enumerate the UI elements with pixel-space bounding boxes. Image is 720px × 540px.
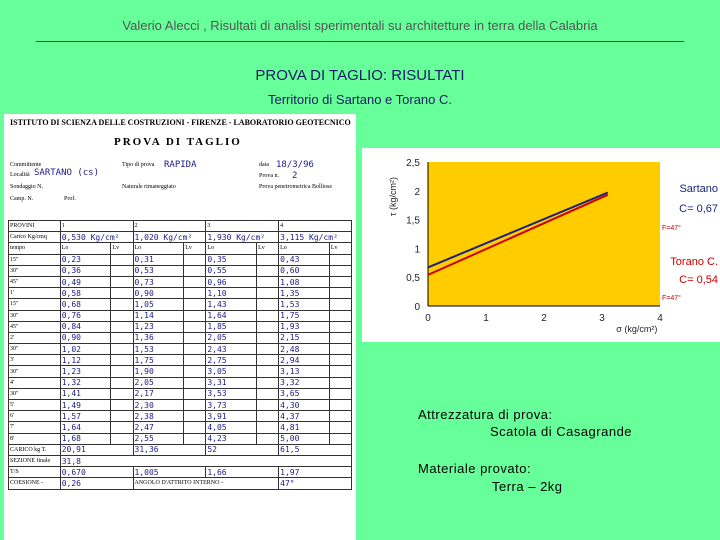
reading-lv	[111, 344, 133, 355]
materiale-value: Terra – 2kg	[492, 479, 563, 494]
reading-lv	[184, 388, 206, 399]
ts-row	[9, 467, 352, 478]
reading-value: 4,30	[279, 400, 330, 411]
reading-lv	[184, 411, 206, 422]
reading-lv	[329, 332, 351, 343]
reading-value: 1,53	[279, 299, 330, 310]
reading-value: 1,08	[279, 276, 330, 287]
reading-lv	[184, 433, 206, 444]
shear-chart	[362, 148, 720, 342]
reading-value: 2,75	[206, 355, 257, 366]
reading-lv	[257, 310, 279, 321]
reading-row	[9, 377, 352, 388]
reading-lv	[257, 366, 279, 377]
lo-lv-label: Lv	[184, 243, 206, 254]
reading-lv	[257, 433, 279, 444]
x-tick-label: 0	[425, 313, 431, 324]
reading-lv	[257, 276, 279, 287]
reading-value: 3,65	[279, 388, 330, 399]
reading-value: 1,23	[133, 321, 184, 332]
reading-lv	[329, 422, 351, 433]
committente-label: Committente	[10, 162, 42, 168]
naturale-label: Naturale rimaneggiato	[122, 184, 176, 190]
reading-lv	[111, 288, 133, 299]
reading-row	[9, 321, 352, 332]
reading-lv	[329, 355, 351, 366]
reading-value: 0,73	[133, 276, 184, 287]
carico-t-row	[9, 444, 352, 455]
reading-value: 1,90	[133, 366, 184, 377]
reading-lv	[111, 276, 133, 287]
reading-row	[9, 355, 352, 366]
attrezzatura-label: Attrezzatura di prova:	[418, 407, 553, 422]
reading-lv	[184, 276, 206, 287]
time-label: 30"	[9, 344, 61, 355]
reading-row	[9, 299, 352, 310]
provini-row	[9, 221, 352, 232]
reading-lv	[329, 288, 351, 299]
reading-value: 0,58	[60, 288, 111, 299]
reading-lv	[111, 254, 133, 265]
reading-lv	[184, 422, 206, 433]
reading-value: 4,05	[206, 422, 257, 433]
carico-value: 3,115 Kg/cm²	[279, 232, 352, 243]
materiale-label: Materiale provato:	[418, 461, 532, 476]
slide-title: PROVA DI TAGLIO: RISULTATI	[255, 67, 465, 84]
reading-lv	[184, 321, 206, 332]
camp-label: Camp. N.	[10, 196, 34, 202]
coesione-value: 0,26	[60, 478, 133, 489]
reading-lv	[329, 377, 351, 388]
x-tick-label: 3	[599, 313, 605, 324]
reading-lv	[184, 265, 206, 276]
data-label: data	[259, 162, 269, 168]
reading-lv	[111, 422, 133, 433]
reading-lv	[257, 355, 279, 366]
annotation-friction: F=47°	[662, 225, 681, 232]
carico-t-label: CARICO kg T.	[9, 444, 61, 455]
x-axis-label: σ (kg/cm²)	[616, 324, 658, 334]
x-tick-label: 1	[483, 313, 489, 324]
reading-lv	[111, 321, 133, 332]
reading-lv	[184, 332, 206, 343]
reading-value: 2,43	[206, 344, 257, 355]
reading-value: 1,23	[60, 366, 111, 377]
reading-value: 2,15	[279, 332, 330, 343]
reading-lv	[111, 355, 133, 366]
reading-value: 1,93	[279, 321, 330, 332]
lo-lv-label: Lo	[133, 243, 184, 254]
reading-value: 2,94	[279, 355, 330, 366]
reading-lv	[111, 388, 133, 399]
reading-value: 3,91	[206, 411, 257, 422]
reading-lv	[184, 288, 206, 299]
sezione-value: 31,8	[60, 455, 351, 466]
prof-label: Prof.	[64, 196, 76, 202]
carico-label: Carico Kg/cmq	[9, 232, 61, 243]
reading-value: 2,17	[133, 388, 184, 399]
reading-row	[9, 254, 352, 265]
reading-row	[9, 400, 352, 411]
reading-lv	[111, 265, 133, 276]
reading-lv	[257, 411, 279, 422]
carico-value: 1,020 Kg/cm²	[133, 232, 206, 243]
sondaggio-label: Sondaggio N.	[10, 184, 43, 190]
data-value: 18/3/96	[276, 160, 314, 170]
reading-lv	[329, 265, 351, 276]
reading-lv	[111, 433, 133, 444]
reading-value: 0,43	[279, 254, 330, 265]
x-tick-label: 2	[541, 313, 547, 324]
coesione-row	[9, 478, 352, 489]
carico-t-value: 52	[206, 444, 279, 455]
y-tick-label: 0	[414, 302, 420, 313]
reading-lv	[329, 299, 351, 310]
reading-lv	[111, 411, 133, 422]
reading-value: 3,73	[206, 400, 257, 411]
time-label: 6'	[9, 411, 61, 422]
reading-row	[9, 276, 352, 287]
coesione-label: COESIONE -	[9, 478, 61, 489]
header-divider	[36, 41, 684, 42]
reading-lv	[184, 355, 206, 366]
ts-value: 1,97	[279, 467, 352, 478]
reading-value: 4,81	[279, 422, 330, 433]
lo-lv-label: Lo	[279, 243, 330, 254]
sezione-label: SEZIONE finale	[9, 455, 61, 466]
reading-value: 0,96	[206, 276, 257, 287]
reading-value: 1,35	[279, 288, 330, 299]
y-tick-label: 2,5	[406, 158, 420, 169]
reading-lv	[257, 299, 279, 310]
chart-panel	[362, 148, 720, 342]
y-tick-label: 2	[414, 186, 420, 198]
ts-label: T/S	[9, 467, 61, 478]
time-label: 45"	[9, 276, 61, 287]
reading-value: 1,10	[206, 288, 257, 299]
reading-lv	[329, 321, 351, 332]
reading-value: 1,64	[206, 310, 257, 321]
reading-value: 0,53	[133, 265, 184, 276]
lo-lv-label: Lo	[206, 243, 257, 254]
time-label: 5'	[9, 400, 61, 411]
time-label: 7'	[9, 422, 61, 433]
reading-lv	[184, 377, 206, 388]
localita-label: Località	[10, 172, 30, 178]
reading-lv	[257, 321, 279, 332]
ts-value: 1,005	[133, 467, 206, 478]
reading-value: 0,35	[206, 254, 257, 265]
annotation-site: Torano C.	[670, 256, 718, 268]
reading-value: 4,23	[206, 433, 257, 444]
reading-value: 0,36	[60, 265, 111, 276]
provino-number: 1	[60, 221, 133, 232]
reading-lv	[329, 433, 351, 444]
reading-lv	[257, 422, 279, 433]
reading-value: 3,53	[206, 388, 257, 399]
reading-lv	[111, 377, 133, 388]
reading-value: 0,76	[60, 310, 111, 321]
carico-value: 1,930 Kg/cm²	[206, 232, 279, 243]
reading-value: 0,90	[60, 332, 111, 343]
angolo-label: ANGOLO D'ATTRITO INTERNO -	[133, 478, 279, 489]
reading-value: 1,85	[206, 321, 257, 332]
reading-row	[9, 332, 352, 343]
reading-row	[9, 388, 352, 399]
reading-value: 1,32	[60, 377, 111, 388]
reading-value: 1,14	[133, 310, 184, 321]
time-label: 3'	[9, 355, 61, 366]
reading-value: 0,55	[206, 265, 257, 276]
reading-row	[9, 265, 352, 276]
time-label: 30"	[9, 265, 61, 276]
ts-value: 0,670	[60, 467, 133, 478]
time-label: 4'	[9, 377, 61, 388]
reading-value: 2,38	[133, 411, 184, 422]
shear-test-form	[4, 114, 356, 540]
reading-lv	[184, 254, 206, 265]
reading-lv	[329, 411, 351, 422]
reading-lv	[329, 276, 351, 287]
reading-value: 3,32	[279, 377, 330, 388]
reading-value: 1,57	[60, 411, 111, 422]
reading-row	[9, 344, 352, 355]
reading-value: 0,68	[60, 299, 111, 310]
y-tick-label: 1,5	[406, 215, 420, 227]
reading-lv	[257, 332, 279, 343]
reading-value: 1,64	[60, 422, 111, 433]
tipo-value: RAPIDA	[164, 160, 197, 170]
reading-lv	[329, 344, 351, 355]
reading-value: 2,05	[133, 377, 184, 388]
annotation-friction: F=47°	[662, 295, 681, 302]
reading-row	[9, 366, 352, 377]
reading-row	[9, 433, 352, 444]
reading-value: 2,47	[133, 422, 184, 433]
reading-lv	[184, 366, 206, 377]
reading-value: 1,05	[133, 299, 184, 310]
reading-lv	[111, 332, 133, 343]
tempo-row	[9, 243, 352, 254]
lo-lv-label: Lo	[60, 243, 111, 254]
reading-lv	[329, 310, 351, 321]
reading-value: 5,00	[279, 433, 330, 444]
reading-value: 1,36	[133, 332, 184, 343]
annotation-site: Sartano	[679, 183, 718, 195]
reading-lv	[257, 288, 279, 299]
reading-lv	[184, 344, 206, 355]
reading-lv	[257, 400, 279, 411]
carico-t-value: 31,36	[133, 444, 206, 455]
time-label: 30"	[9, 366, 61, 377]
reading-value: 1,75	[279, 310, 330, 321]
reading-value: 1,68	[60, 433, 111, 444]
reading-value: 1,43	[206, 299, 257, 310]
lo-lv-label: Lv	[111, 243, 133, 254]
carico-t-value: 20,91	[60, 444, 133, 455]
reading-value: 0,84	[60, 321, 111, 332]
reading-value: 1,12	[60, 355, 111, 366]
provino-number: 2	[133, 221, 206, 232]
provino-number: 4	[279, 221, 352, 232]
reading-lv	[257, 388, 279, 399]
prova-n-label: Prova n.	[259, 173, 279, 179]
reading-lv	[329, 400, 351, 411]
reading-value: 3,31	[206, 377, 257, 388]
y-tick-label: 1	[414, 244, 420, 256]
reading-value: 0,23	[60, 254, 111, 265]
form-title: PROVA DI TAGLIO	[114, 136, 242, 148]
provini-label: PROVINI	[9, 221, 61, 232]
plot-area	[428, 162, 660, 306]
page-header: Valerio Alecci , Risultati di analisi sperimentali su architetture in terra della Calabria	[122, 18, 598, 33]
carico-t-value: 61,5	[279, 444, 352, 455]
reading-value: 2,55	[133, 433, 184, 444]
reading-value: 0,60	[279, 265, 330, 276]
carico-row	[9, 232, 352, 243]
sezione-row	[9, 455, 352, 466]
lo-lv-label: Lv	[329, 243, 351, 254]
x-tick-label: 4	[657, 313, 663, 324]
slide-subtitle: Territorio di Sartano e Torano C.	[267, 92, 453, 107]
reading-row	[9, 288, 352, 299]
reading-lv	[184, 310, 206, 321]
annotation-cohesion: C= 0,67	[679, 203, 718, 215]
time-label: 1'	[9, 288, 61, 299]
attrezzatura-value: Scatola di Casagrande	[490, 424, 633, 439]
reading-lv	[257, 377, 279, 388]
reading-value: 4,37	[279, 411, 330, 422]
reading-value: 1,49	[60, 400, 111, 411]
time-label: 15"	[9, 254, 61, 265]
reading-row	[9, 422, 352, 433]
readings-table	[8, 220, 352, 490]
reading-value: 2,05	[206, 332, 257, 343]
time-label: 8'	[9, 433, 61, 444]
time-label: 15"	[9, 299, 61, 310]
reading-value: 0,90	[133, 288, 184, 299]
reading-value: 2,30	[133, 400, 184, 411]
reading-lv	[111, 310, 133, 321]
time-label: 45"	[9, 321, 61, 332]
tipo-label: Tipo di prova	[122, 162, 155, 168]
reading-row	[9, 411, 352, 422]
reading-lv	[329, 388, 351, 399]
time-label: 2'	[9, 332, 61, 343]
reading-lv	[111, 366, 133, 377]
annotation-cohesion: C= 0,54	[679, 274, 718, 286]
reading-value: 3,13	[279, 366, 330, 377]
ts-value: 1,66	[206, 467, 279, 478]
institute-header: ISTITUTO DI SCIENZA DELLE COSTRUZIONI - FIRENZE - LABORATORIO GEOTECNICO	[10, 118, 351, 127]
reading-value: 0,31	[133, 254, 184, 265]
reading-lv	[257, 254, 279, 265]
prova-n-value: 2	[292, 171, 298, 181]
reading-value: 1,02	[60, 344, 111, 355]
time-label: 30"	[9, 310, 61, 321]
reading-value: 1,53	[133, 344, 184, 355]
y-axis-label: τ (kg/cm²)	[388, 177, 398, 217]
reading-row	[9, 310, 352, 321]
y-tick-label: 0,5	[406, 273, 420, 285]
reading-lv	[329, 366, 351, 377]
reading-lv	[257, 265, 279, 276]
reading-lv	[329, 254, 351, 265]
provino-number: 3	[206, 221, 279, 232]
reading-lv	[257, 344, 279, 355]
reading-value: 2,48	[279, 344, 330, 355]
reading-value: 0,49	[60, 276, 111, 287]
reading-lv	[184, 400, 206, 411]
localita-value: SARTANO (cs)	[34, 168, 100, 178]
time-label: 30"	[9, 388, 61, 399]
reading-lv	[184, 299, 206, 310]
prova-pen-label: Prova penetrometrica Bolliose	[259, 184, 332, 190]
reading-lv	[111, 400, 133, 411]
angolo-value: 47°	[279, 478, 352, 489]
carico-value: 0,530 Kg/cm²	[60, 232, 133, 243]
reading-lv	[111, 299, 133, 310]
reading-value: 1,41	[60, 388, 111, 399]
reading-value: 3,05	[206, 366, 257, 377]
tempo-label: tempo	[9, 243, 61, 254]
reading-value: 1,75	[133, 355, 184, 366]
lo-lv-label: Lv	[257, 243, 279, 254]
